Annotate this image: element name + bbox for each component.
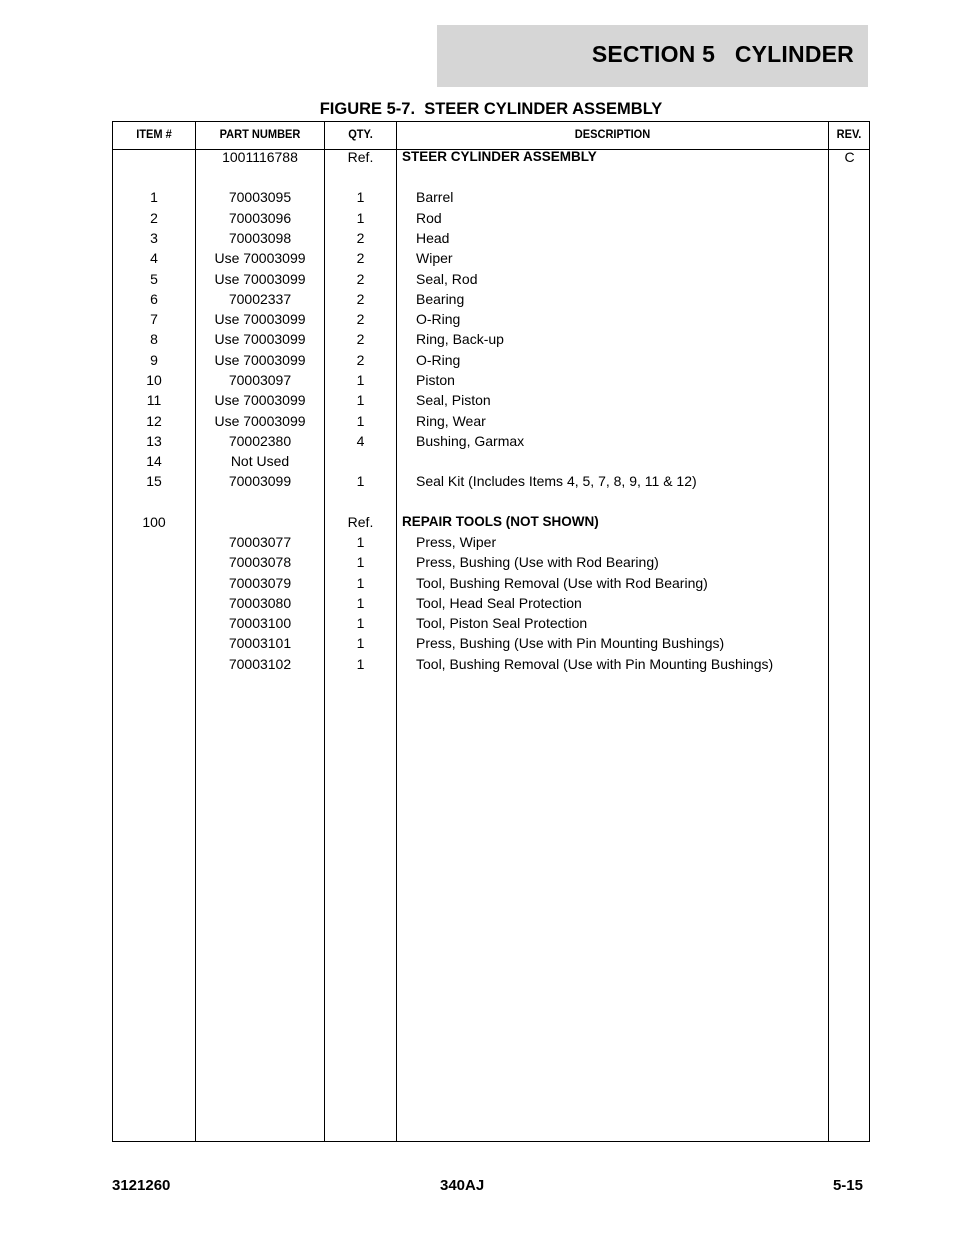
cell-qty: 1 <box>356 473 365 489</box>
cell-part-number: 70003097 <box>228 372 292 388</box>
cell-part-number: Not Used <box>230 453 290 469</box>
table-row <box>113 593 869 613</box>
cell-qty: 1 <box>356 372 365 388</box>
table-row <box>113 552 869 572</box>
cell-item: 9 <box>150 352 158 368</box>
cell-description: Tool, Bushing Removal (Use with Pin Mounting Bushings) <box>416 656 774 672</box>
footer-page-number: 5-15 <box>832 1177 863 1194</box>
cell-qty: 2 <box>356 331 365 347</box>
cell-qty: 2 <box>356 311 365 327</box>
cell-description: Rod <box>416 210 442 226</box>
cell-part-number: Use 70003099 <box>214 392 306 408</box>
table-row <box>113 147 869 167</box>
cell-qty: Ref. <box>347 514 374 530</box>
cell-description: Tool, Piston Seal Protection <box>416 615 588 631</box>
cell-item: 100 <box>142 514 166 530</box>
cell-description: Bushing, Garmax <box>416 433 525 449</box>
cell-qty: 1 <box>356 635 365 651</box>
cell-description: Seal, Piston <box>416 392 491 408</box>
cell-qty: 1 <box>356 210 365 226</box>
table-row <box>113 431 869 451</box>
cell-qty: 1 <box>356 575 365 591</box>
table-row <box>113 248 869 268</box>
cell-rev: C <box>844 149 855 165</box>
cell-part-number: 70002380 <box>228 433 292 449</box>
header-qty: QTY. <box>348 127 373 141</box>
table-row <box>113 390 869 410</box>
cell-description: Head <box>416 230 450 246</box>
cell-description: Ring, Wear <box>416 413 486 429</box>
cell-description: O-Ring <box>416 352 461 368</box>
cell-qty: 2 <box>356 291 365 307</box>
cell-description: Tool, Head Seal Protection <box>416 595 582 611</box>
cell-qty: Ref. <box>347 149 374 165</box>
cell-item: 11 <box>146 392 162 408</box>
cell-part-number: 70003080 <box>228 595 292 611</box>
cell-description: O-Ring <box>416 311 461 327</box>
cell-qty: 2 <box>356 250 365 266</box>
table-row <box>113 654 869 674</box>
cell-qty: 1 <box>356 595 365 611</box>
cell-part-number: Use 70003099 <box>214 413 306 429</box>
table-row <box>113 208 869 228</box>
cell-part-number: 70003101 <box>228 635 292 651</box>
table-row <box>113 370 869 390</box>
cell-part-number: 1001116788 <box>222 149 298 165</box>
cell-item: 8 <box>150 331 158 347</box>
table-row <box>113 350 869 370</box>
table-row <box>113 471 869 491</box>
cell-qty: 1 <box>356 392 365 408</box>
cell-item: 3 <box>150 230 158 246</box>
cell-item: 1 <box>150 189 158 205</box>
table-row <box>113 309 869 329</box>
cell-description: Ring, Back-up <box>416 331 504 347</box>
cell-part-number: 70003079 <box>228 575 292 591</box>
cell-description: Press, Bushing (Use with Rod Bearing) <box>416 554 659 570</box>
cell-qty: 1 <box>356 189 365 205</box>
cell-qty: 1 <box>356 534 365 550</box>
cell-part-number: 70003095 <box>228 189 292 205</box>
cell-description: Bearing <box>416 291 465 307</box>
cell-item: 10 <box>146 372 162 388</box>
table-row <box>113 228 869 248</box>
cell-part-number: Use 70003099 <box>214 331 306 347</box>
cell-qty: 1 <box>356 656 365 672</box>
cell-description: Press, Bushing (Use with Pin Mounting Bushings) <box>416 635 725 651</box>
header-description: DESCRIPTION <box>574 127 651 141</box>
table-row <box>113 512 869 532</box>
table-row <box>113 532 869 552</box>
table-row <box>113 187 869 207</box>
cell-part-number: 70003098 <box>228 230 292 246</box>
table-row <box>113 269 869 289</box>
section-header <box>437 25 868 87</box>
cell-item: 4 <box>150 250 158 266</box>
cell-part-number: Use 70003099 <box>214 352 306 368</box>
cell-qty: 2 <box>356 230 365 246</box>
cell-qty: 1 <box>356 615 365 631</box>
cell-qty: 1 <box>356 554 365 570</box>
cell-qty: 2 <box>356 271 365 287</box>
cell-part-number: Use 70003099 <box>214 311 306 327</box>
cell-description: Wiper <box>416 250 453 266</box>
cell-part-number: 70003102 <box>228 656 292 672</box>
cell-description: Piston <box>416 372 455 388</box>
section-title: SECTION 5 CYLINDER <box>591 41 854 67</box>
cell-part-number: 70003077 <box>228 534 292 550</box>
cell-item: 6 <box>150 291 158 307</box>
cell-item: 12 <box>146 413 162 429</box>
cell-item: 2 <box>150 210 158 226</box>
cell-description: Press, Wiper <box>416 534 497 550</box>
cell-description: Barrel <box>416 189 454 205</box>
footer-doc-number: 3121260 <box>112 1177 171 1194</box>
table-row <box>113 329 869 349</box>
cell-item: 15 <box>146 473 162 489</box>
table-row <box>113 573 869 593</box>
cell-description: Seal, Rod <box>416 271 478 287</box>
cell-part-number: 70002337 <box>228 291 292 307</box>
cell-item: 7 <box>150 311 158 327</box>
cell-description: Tool, Bushing Removal (Use with Rod Bearing) <box>416 575 708 591</box>
cell-qty: 1 <box>356 413 365 429</box>
header-part-number: PART NUMBER <box>219 127 301 141</box>
footer-model: 340AJ <box>440 1177 485 1194</box>
cell-item: 5 <box>150 271 158 287</box>
figure-title: FIGURE 5-7. STEER CYLINDER ASSEMBLY <box>319 100 663 118</box>
table-row <box>113 633 869 653</box>
parts-table <box>112 121 870 1142</box>
header-rev: REV. <box>836 127 862 141</box>
table-row <box>113 613 869 633</box>
table-row <box>113 451 869 471</box>
cell-qty: 2 <box>356 352 365 368</box>
cell-item: 13 <box>146 433 162 449</box>
cell-part-number: 70003100 <box>228 615 292 631</box>
cell-part-number: 70003096 <box>228 210 292 226</box>
cell-part-number: Use 70003099 <box>214 271 306 287</box>
cell-description: REPAIR TOOLS (NOT SHOWN) <box>402 514 599 529</box>
cell-part-number: 70003078 <box>228 554 292 570</box>
cell-description: Seal Kit (Includes Items 4, 5, 7, 8, 9, 11 & 12) <box>416 473 697 489</box>
cell-description: STEER CYLINDER ASSEMBLY <box>402 149 597 164</box>
header-item: ITEM # <box>136 127 172 141</box>
cell-part-number: Use 70003099 <box>214 250 306 266</box>
cell-qty: 4 <box>356 433 365 449</box>
cell-part-number: 70003099 <box>228 473 292 489</box>
cell-item: 14 <box>146 453 162 469</box>
table-row <box>113 411 869 431</box>
table-row <box>113 289 869 309</box>
